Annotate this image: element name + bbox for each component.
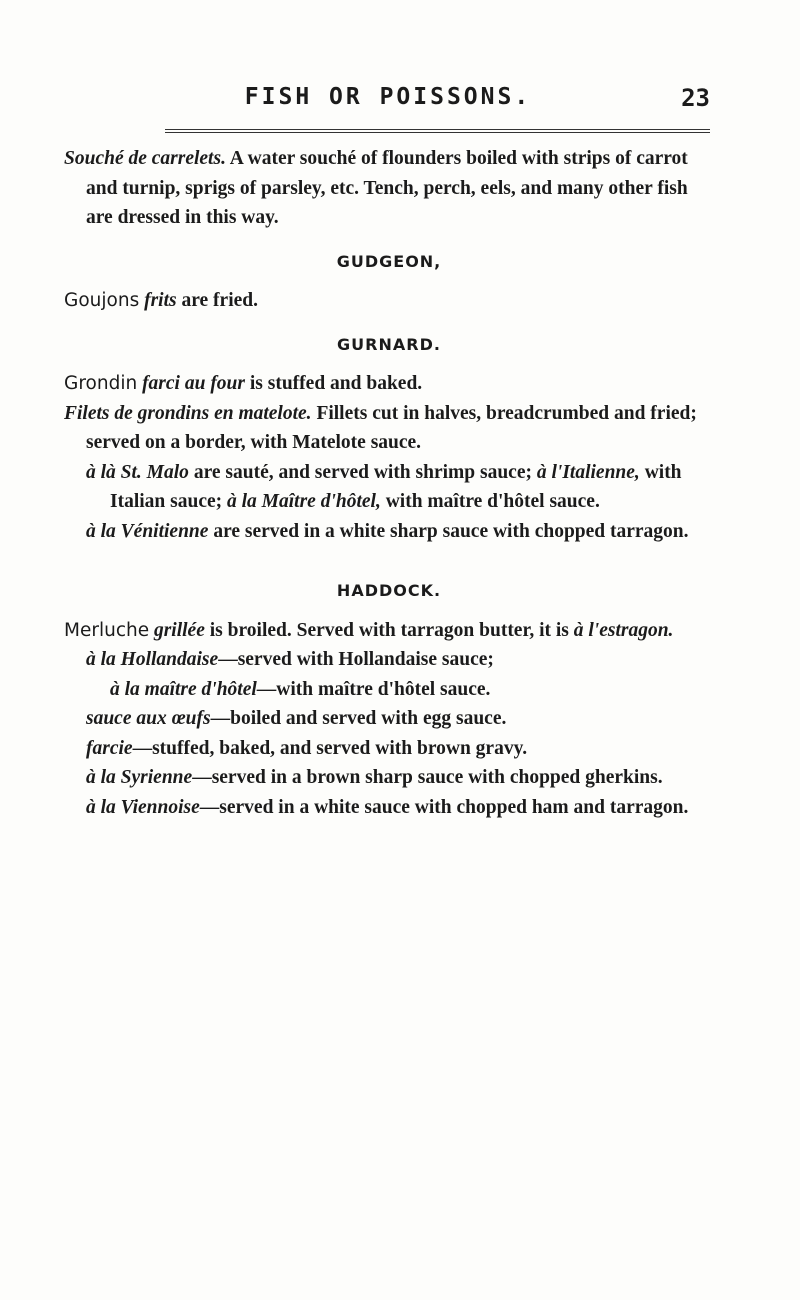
haddock-item-label: à la maître d'hôtel — [110, 678, 257, 700]
haddock-label: grillée — [149, 619, 205, 641]
heading-gurnard: GURNARD. — [337, 334, 441, 354]
haddock-item-text: —served in a brown sharp sauce with chopped gherkins. — [192, 767, 663, 788]
venitienne-label: à la Vénitienne — [86, 520, 209, 542]
italienne-text: with Italian sauce; — [110, 461, 682, 512]
haddock-text: is broiled. Served with tarragon butter, it is — [204, 619, 574, 641]
gudgeon-label: frits — [139, 290, 177, 311]
maitre-label: à la Maître d'hôtel, — [227, 491, 381, 512]
venitienne-paragraph — [64, 517, 714, 547]
stmalo-label: à là St. Malo — [86, 461, 189, 483]
haddock-item-text: —served with Hollandaise sauce; — [218, 649, 494, 670]
stmalo-text: are sauté, and served with shrimp sauce; — [188, 461, 537, 483]
heading-haddock: HADDOCK. — [336, 581, 442, 600]
haddock-item — [64, 793, 714, 823]
gudgeon-name: Goujons — [64, 290, 140, 311]
gurnard-name: Grondin — [64, 373, 138, 394]
haddock-item — [64, 704, 714, 734]
haddock-item-label: sauce aux œufs — [86, 708, 211, 729]
haddock-item — [64, 763, 714, 793]
filets-label: Filets de grondins en matelote. — [64, 402, 312, 424]
souche-paragraph — [64, 144, 714, 233]
stmalo-paragraph — [64, 458, 714, 517]
page-number: 23 — [681, 84, 710, 112]
header-rule — [165, 129, 710, 133]
gudgeon-paragraph — [64, 286, 714, 316]
haddock-item — [64, 645, 714, 675]
haddock-item-text: —stuffed, baked, and served with brown gravy. — [132, 737, 528, 759]
souche-text: A water souché of flounders boiled with strips of carrot and turnip, sprigs of parsley, etc. Tench, perch, eels, and many other fish are dressed in this way. — [86, 148, 688, 228]
haddock-item-label: à la Hollandaise — [86, 649, 219, 670]
italienne-label: à l'Italienne, — [536, 461, 640, 483]
page-body — [64, 144, 714, 822]
gudgeon-text: are fried. — [176, 290, 258, 311]
haddock-item-label: à la Syrienne — [86, 767, 193, 788]
chapter-title: FISH OR POISSONS. — [244, 84, 532, 110]
filets-paragraph — [64, 399, 714, 458]
haddock-item-text: —with maître d'hôtel sauce. — [256, 678, 491, 700]
gurnard-paragraph — [64, 369, 714, 399]
haddock-name: Merluche — [64, 619, 150, 641]
gurnard-text: is stuffed and baked. — [245, 373, 423, 394]
haddock-item-label: à la Viennoise — [86, 796, 200, 818]
haddock-item — [64, 734, 714, 764]
running-head — [66, 84, 710, 120]
haddock-paragraph — [64, 616, 714, 646]
haddock-item-label: farcie — [86, 737, 133, 759]
haddock-item-text: —served in a white sauce with chopped ham and tarragon. — [199, 796, 689, 818]
filets-text: Fillets cut in halves, breadcrumbed and fried; served on a border, with Matelote sauce. — [86, 402, 697, 453]
haddock-item-text: —boiled and served with egg sauce. — [210, 708, 507, 729]
souche-label: Souché de carrelets. — [64, 148, 226, 169]
gurnard-label: farci au four — [137, 373, 245, 394]
maitre-text: with maître d'hôtel sauce. — [380, 491, 600, 512]
haddock-item — [64, 675, 714, 705]
haddock-estragon: à l'estragon. — [573, 619, 674, 641]
venitienne-text: are served in a white sharp sauce with chopped tarragon. — [208, 520, 689, 542]
heading-gudgeon: GUDGEON, — [336, 251, 442, 271]
